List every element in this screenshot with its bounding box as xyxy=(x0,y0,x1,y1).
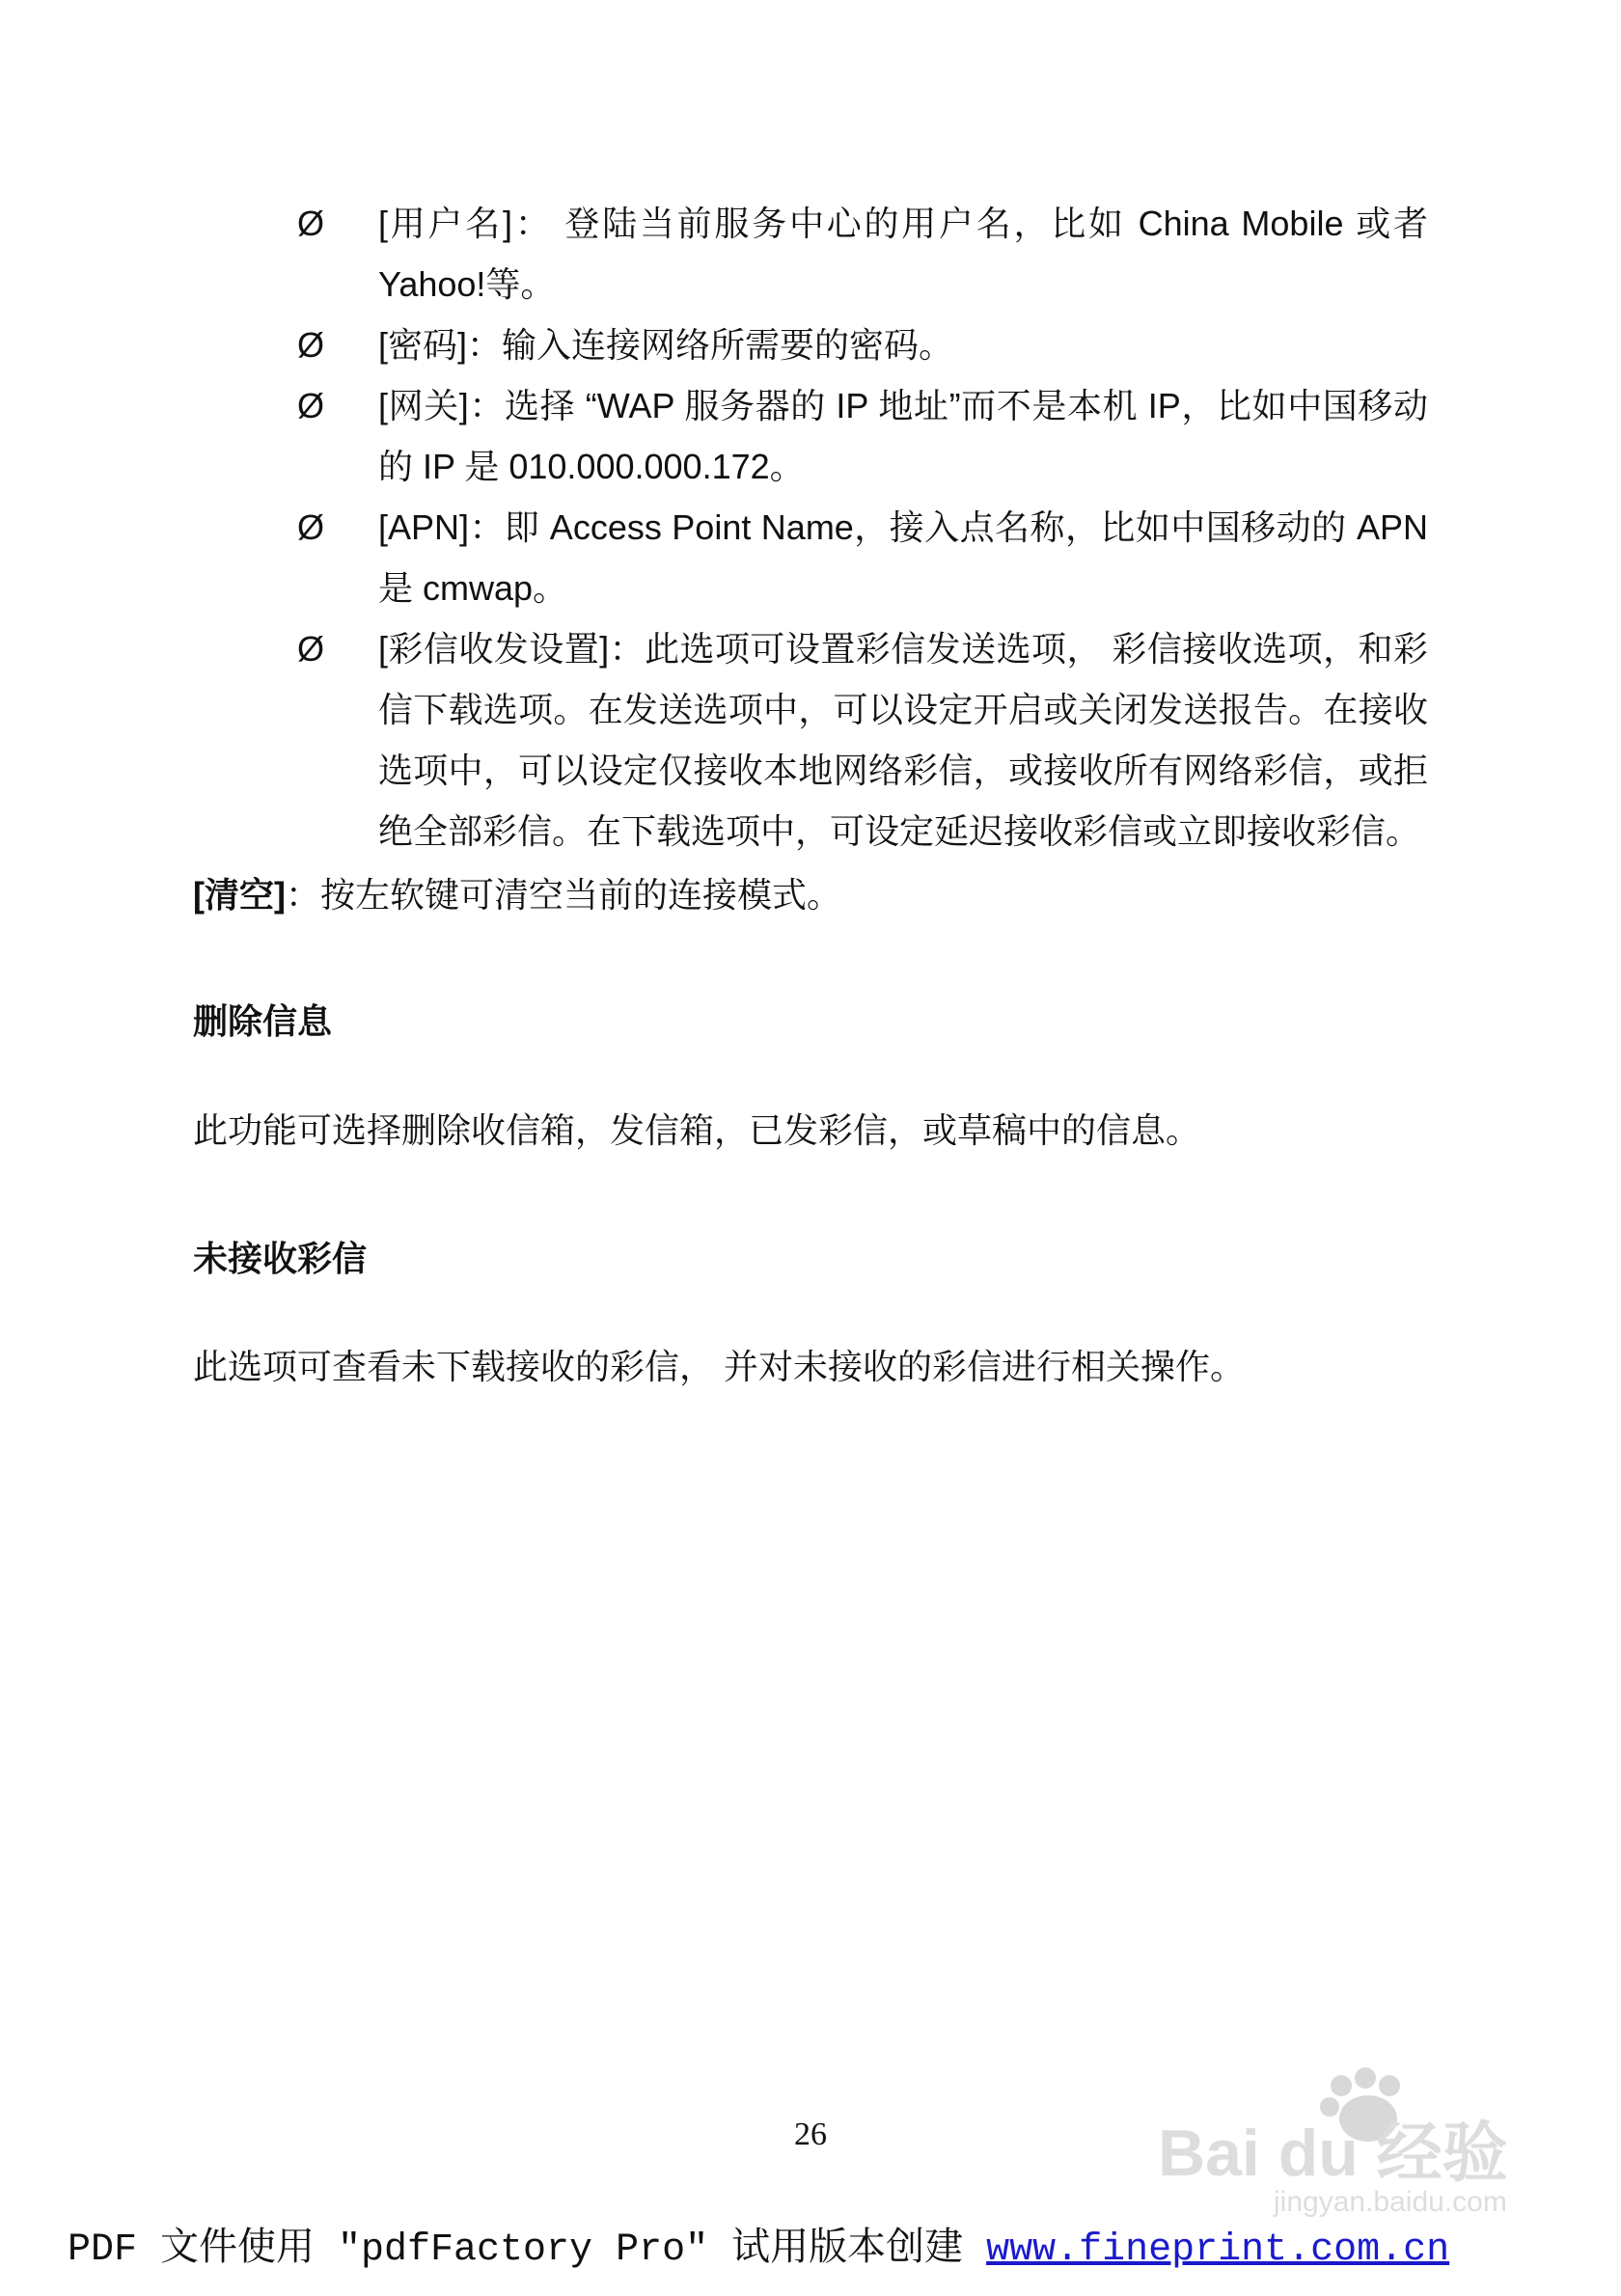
pdf-footer xyxy=(68,2224,1573,2278)
bullet-apn xyxy=(289,497,1428,618)
page-number: 26 xyxy=(794,2117,827,2152)
clear-paragraph xyxy=(193,864,1428,925)
footer-text: PDF 文件使用 "pdfFactory Pro" 试用版本创建 xyxy=(68,2228,987,2272)
baidu-jingyan-watermark xyxy=(1148,2064,1563,2219)
bullet-icon: Ø xyxy=(297,325,325,365)
clear-text: ：按左软键可清空当前的连接模式。 xyxy=(285,875,841,915)
bullet-gateway xyxy=(289,375,1428,497)
bullet-username xyxy=(289,193,1428,314)
section-heading-unreceived-mms: 未接收彩信 xyxy=(193,1239,368,1278)
bullet-icon: Ø xyxy=(297,629,325,669)
watermark-url: jingyan.baidu.com xyxy=(1274,2186,1507,2218)
watermark-brand: Bai du 经验 xyxy=(1158,2117,1508,2190)
footer-link[interactable]: www.fineprint.com.cn xyxy=(986,2228,1450,2272)
section-body-unreceived-mms: 此选项可查看未下载接收的彩信， 并对未接收的彩信进行相关操作。 xyxy=(193,1347,1246,1386)
bullet-mms-settings xyxy=(289,618,1428,861)
bullet-icon: Ø xyxy=(297,507,325,547)
settings-bullet-list xyxy=(289,193,1428,861)
bullet-icon: Ø xyxy=(297,204,325,243)
bullet-text: [密码]：输入连接网络所需要的密码。 xyxy=(378,325,954,365)
clear-label: [清空] xyxy=(193,875,286,915)
section-heading-delete-messages: 删除信息 xyxy=(193,1001,333,1041)
bullet-text: [网关]：选择 “WAP 服务器的 IP 地址”而不是本机 IP，比如中国移动的 IP 是 010.000.000.172。 xyxy=(378,386,1428,486)
section-body-delete-messages: 此功能可选择删除收信箱，发信箱，已发彩信，或草稿中的信息。 xyxy=(193,1110,1201,1150)
bullet-password xyxy=(289,314,1428,375)
bullet-text: [用户名]： 登陆当前服务中心的用户名，比如 China Mobile 或者 Yahoo!等。 xyxy=(378,204,1428,304)
bullet-icon: Ø xyxy=(297,386,325,425)
bullet-text: [彩信收发设置]：此选项可设置彩信发送选项， 彩信接收选项，和彩信下载选项。在发送选项中，可以设定开启或关闭发送报告。在接收选项中，可以设定仅接收本地网络彩信，或接收所有网络彩信，或拒绝全部彩信。在下载选项中，可设定延迟接收彩信或立即接收彩信。 xyxy=(378,629,1428,851)
bullet-text: [APN]：即 Access Point Name，接入点名称，比如中国移动的 APN 是 cmwap。 xyxy=(378,507,1428,608)
